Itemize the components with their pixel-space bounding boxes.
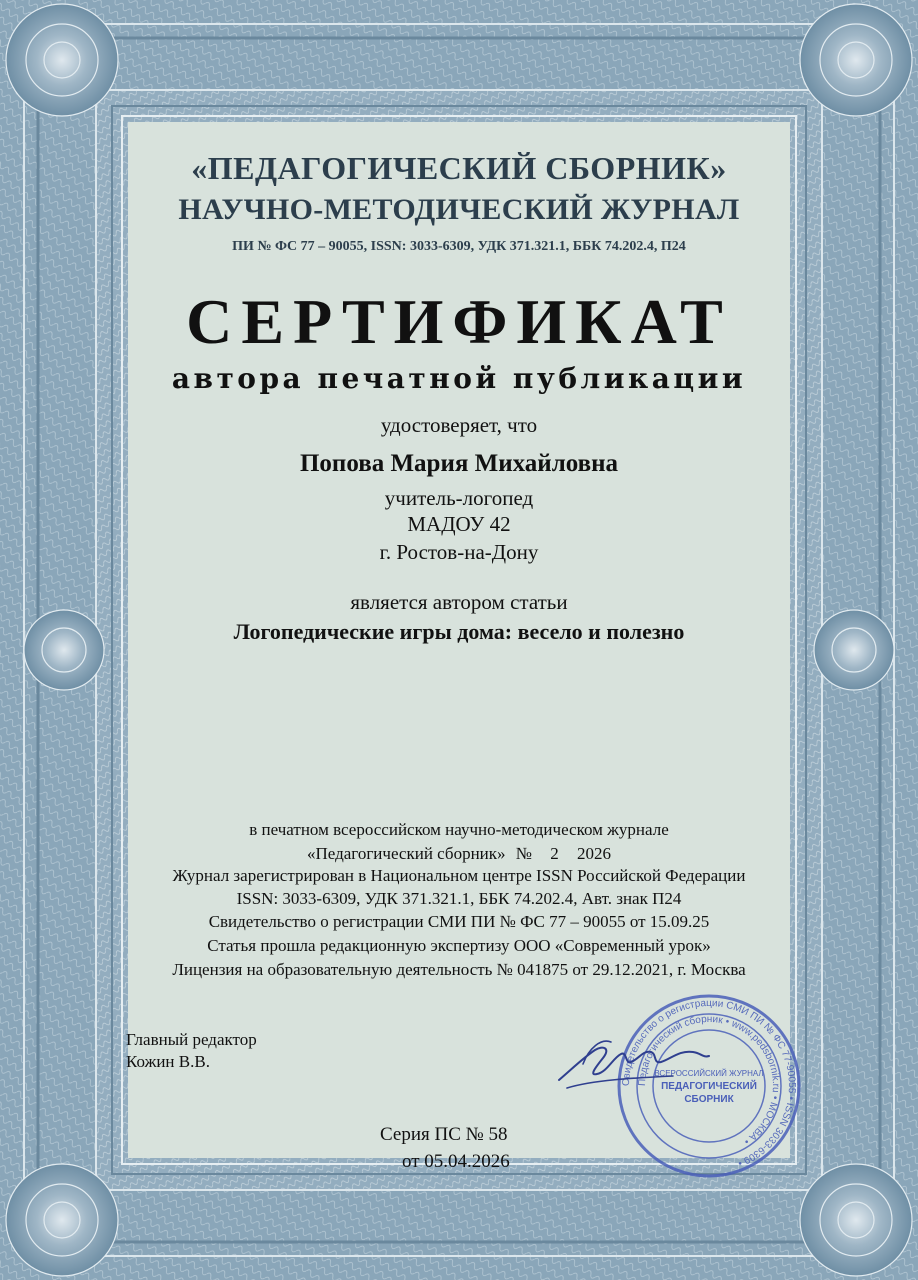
publication-line-3: Журнал зарегистрирован в Национальном центре ISSN Российской Федерации bbox=[172, 866, 746, 885]
series-date: от 05.04.2026 bbox=[402, 1151, 510, 1172]
recipient-organization: МАДОУ 42 bbox=[407, 512, 511, 536]
journal-type: НАУЧНО-МЕТОДИЧЕСКИЙ ЖУРНАЛ bbox=[178, 193, 740, 226]
publication-line-2 bbox=[0, 844, 918, 864]
recipient-city: г. Ростов-на-Дону bbox=[379, 540, 539, 564]
publication-line-1: в печатном всероссийском научно-методическом журнале bbox=[249, 820, 669, 839]
certifies-text: удостоверяет, что bbox=[380, 413, 538, 437]
issue-year: 2026 bbox=[577, 844, 612, 863]
series-number: Серия ПС № 58 bbox=[380, 1124, 508, 1145]
stamp-center-line-1: ВСЕРОССИЙСКИЙ ЖУРНАЛ bbox=[654, 1069, 764, 1078]
stamp-center-line-3: СБОРНИК bbox=[684, 1094, 734, 1105]
recipient-position: учитель-логопед bbox=[384, 486, 534, 510]
journal-title: «ПЕДАГОГИЧЕСКИЙ СБОРНИК» bbox=[191, 150, 727, 186]
publication-line-4: ISSN: 3033-6309, УДК 371.321.1, ББК 74.202.4, Авт. знак П24 bbox=[236, 889, 682, 908]
certificate-title: СЕРТИФИКАТ bbox=[186, 286, 732, 357]
journal-name: «Педагогический сборник» bbox=[306, 844, 506, 863]
stamp-inner-ring-text: Педагогический сборник • www.pedsbornik.ru • МОСКВА • bbox=[636, 1013, 782, 1147]
issue-number: 2 bbox=[550, 844, 559, 863]
editor-role: Главный редактор bbox=[126, 1030, 257, 1049]
recipient-name: Попова Мария Михайловна bbox=[299, 450, 619, 477]
certificate-subtitle: автора печатной публикации bbox=[171, 362, 747, 395]
publication-line-6: Статья прошла редакционную экспертизу ООО «Современный урок» bbox=[207, 936, 711, 955]
registration-line: ПИ № ФС 77 – 90055, ISSN: 3033-6309, УДК 371.321.1, ББК 74.202.4, П24 bbox=[232, 239, 686, 254]
stamp-outer-ring-text: Свидетельство о регистрации СМИ ПИ № ФС 77-90055 • ISSN 3033-6309 • bbox=[620, 997, 798, 1169]
editor-signature bbox=[553, 1028, 713, 1100]
stamp-center-line-2: ПЕДАГОГИЧЕСКИЙ bbox=[661, 1081, 757, 1092]
number-sign: № bbox=[515, 844, 533, 863]
publication-line-7: Лицензия на образовательную деятельность № 041875 от 29.12.2021, г. Москва bbox=[172, 960, 746, 979]
editor-block bbox=[126, 1029, 257, 1073]
article-title: Логопедические игры дома: весело и полезно bbox=[233, 619, 685, 644]
editor-name: Кожин В.В. bbox=[126, 1052, 210, 1071]
publication-line-5: Свидетельство о регистрации СМИ ПИ № ФС 77 – 90055 от 15.09.25 bbox=[208, 912, 710, 931]
author-of-text: является автором статьи bbox=[350, 590, 568, 614]
